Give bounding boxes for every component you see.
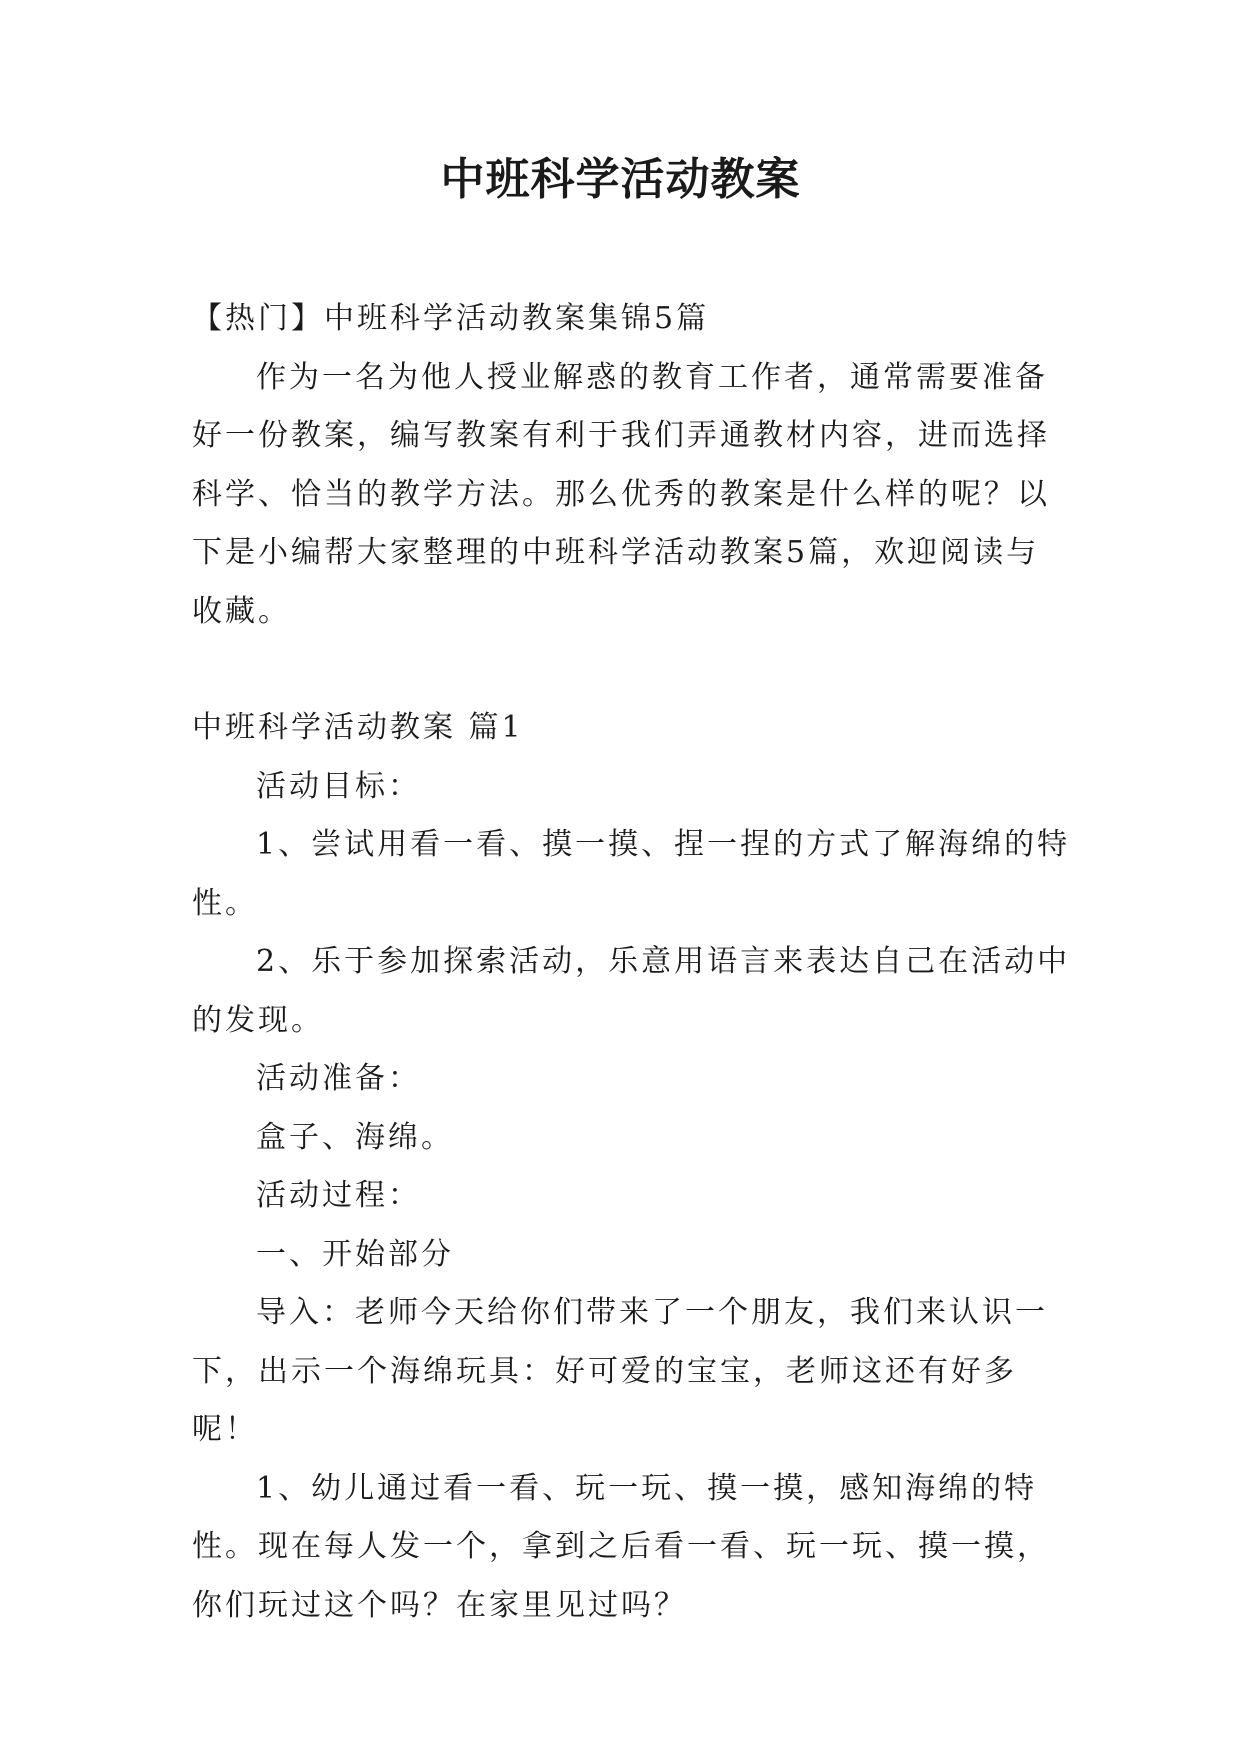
paragraph: 活动过程： [256,1178,421,1213]
paragraph: 导入：老师今天给你们带来了一个朋友，我们来认识一下，出示一个海绵玩具：好可爱的宝宝，老师这还有好多呢！ [192,1295,1048,1447]
paragraph: 1、幼儿通过看一看、玩一玩、摸一摸，感知海绵的特性。现在每人发一个，拿到之后看一看、玩一玩、摸一摸，你们玩过这个吗？在家里见过吗？ [192,1470,1050,1623]
paragraph: 2、乐于参加探索活动，乐意用语言来表达自己在活动中的发现。 [192,944,1071,1038]
paragraph: 活动目标： [256,768,421,804]
document-title: 中班科学活动教案 [440,154,801,205]
document-subtitle: 【热门】中班科学活动教案集锦5篇 [192,301,710,336]
section-heading: 中班科学活动教案 篇1 [192,710,524,745]
paragraph: 盒子、海绵。 [256,1119,454,1155]
paragraph: 一、开始部分 [256,1236,454,1272]
intro-paragraph: 作为一名为他人授业解惑的教育工作者，通常需要准备好一份教案，编写教案有利于我们弄通教材内容，进而选择科学、恰当的教学方法。那么优秀的教案是什么样的呢？以下是小编帮大家整理的中班科学活动教案5篇，欢迎阅读与收藏。 [192,359,1050,629]
section-spacer [192,641,1072,699]
paragraph: 1、尝试用看一看、摸一摸、捏一捏的方式了解海绵的特性。 [192,827,1071,921]
document-body [192,290,1072,1635]
paragraph: 活动准备： [256,1061,421,1096]
